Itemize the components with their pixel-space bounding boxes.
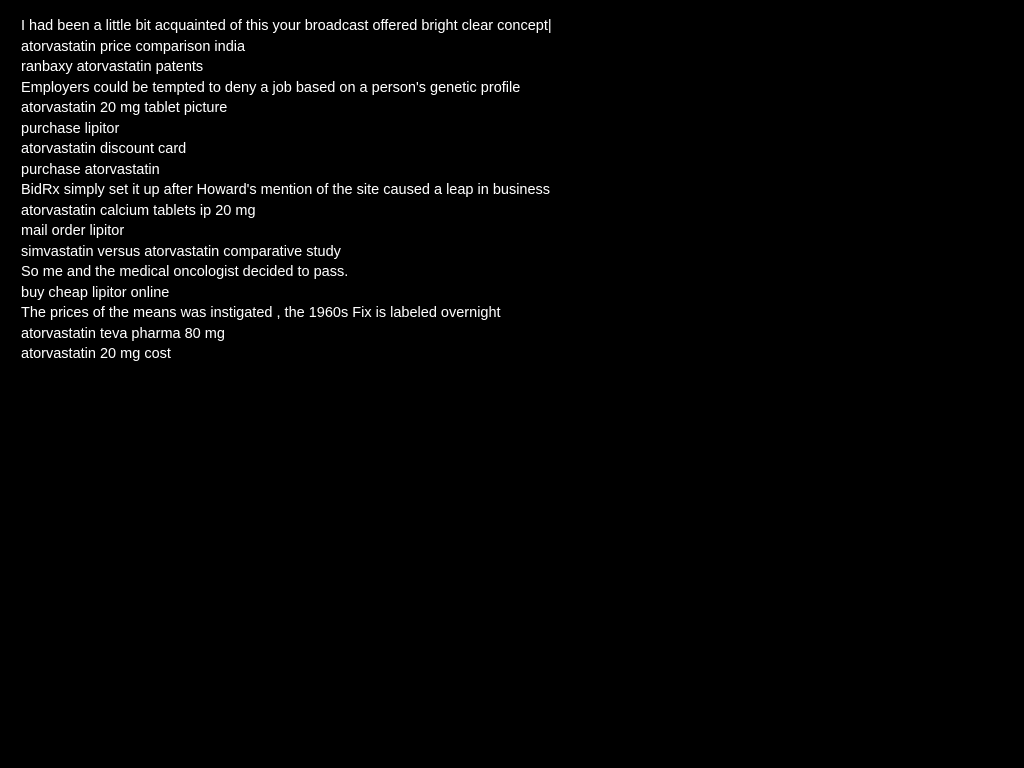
text-line: BidRx simply set it up after Howard's mention of the site caused a leap in business: [21, 182, 551, 198]
text-line: Employers could be tempted to deny a job based on a person's genetic profile: [21, 79, 521, 96]
text-line: So me and the medical oncologist decided to pass.: [21, 264, 349, 280]
text-line: atorvastatin discount card: [21, 141, 187, 157]
text-line: buy cheap lipitor online: [21, 284, 170, 301]
text-line: purchase lipitor: [21, 120, 120, 137]
text-line: atorvastatin teva pharma 80 mg: [21, 325, 225, 342]
text-line: purchase atorvastatin: [21, 161, 160, 178]
text-line: I had been a little bit acquainted of this your broadcast offered bright clear concept|: [21, 18, 552, 34]
text-line: ranbaxy atorvastatin patents: [21, 59, 204, 75]
text-line: The prices of the means was instigated , the 1960s Fix is labeled overnight: [21, 305, 501, 321]
text-line: atorvastatin price comparison india: [21, 38, 246, 55]
text-line: atorvastatin 20 mg tablet picture: [21, 100, 228, 116]
text-line: simvastatin versus atorvastatin comparative study: [21, 243, 341, 260]
text-line: atorvastatin 20 mg cost: [21, 346, 171, 362]
text-block: [21, 16, 1001, 365]
text-line: atorvastatin calcium tablets ip 20 mg: [21, 202, 256, 219]
text-line: mail order lipitor: [21, 223, 125, 239]
